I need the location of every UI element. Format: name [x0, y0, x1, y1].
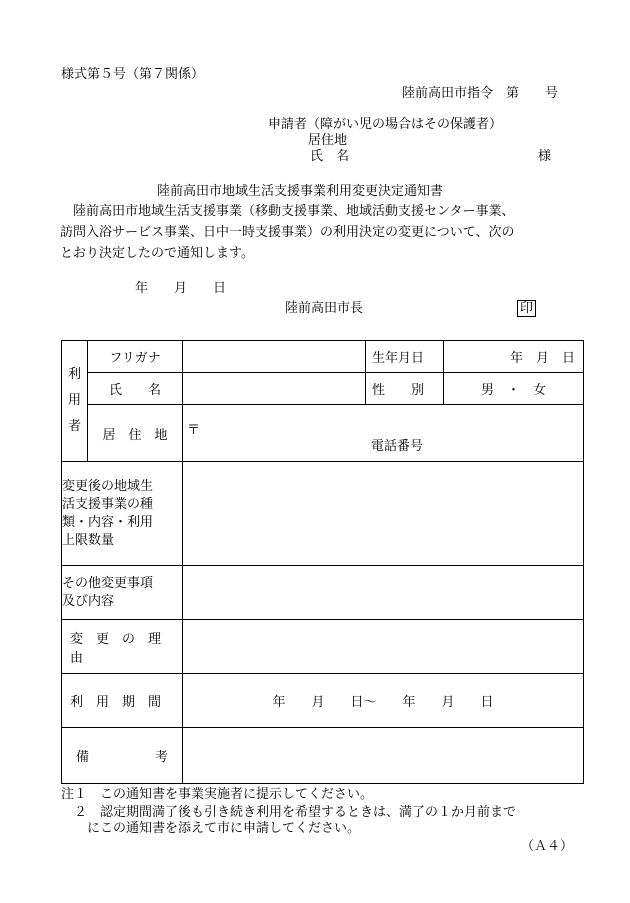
info-table	[61, 340, 584, 784]
address-field[interactable]	[183, 405, 584, 462]
sex-label: 性 別	[366, 373, 444, 405]
applicant-name-label: 氏 名	[310, 149, 350, 164]
user-label-char: 用	[67, 393, 81, 408]
name-field[interactable]	[183, 373, 366, 405]
note-2-line-1: ２ 認定期間満了後も引き続き利用を希望するときは、満了の１か月前まで	[61, 805, 517, 820]
document-number: 陸前高田市指令 第 号	[402, 86, 559, 101]
phone-label: 電話番号	[371, 439, 424, 454]
remarks-char: 備	[76, 750, 90, 765]
body-line: 訪問入浴サービス事業、日中一時支援事業）の利用決定の変更について、次の	[60, 225, 515, 240]
body-paragraph	[60, 201, 580, 264]
seal-mark	[517, 300, 536, 317]
name-label: 氏 名	[88, 373, 183, 405]
user-label-char: 者	[67, 419, 81, 434]
changed-service-field[interactable]	[183, 462, 584, 566]
applicant-label: 申請者（障がい児の場合はその保護者）	[268, 117, 503, 132]
label-line: 上限数量	[62, 532, 115, 548]
birthdate-label: 生年月日	[366, 341, 444, 373]
note-1: 注１ この通知書を事業実施者に提示してください。	[61, 787, 374, 802]
period-field[interactable]: 年 月 日～ 年 月 日	[183, 674, 584, 728]
furigana-label: フリガナ	[88, 341, 183, 373]
label-line: 及び内容	[62, 593, 115, 609]
period-label: 利 用 期 間	[62, 674, 183, 728]
postal-mark-icon: 〒	[187, 423, 201, 438]
remarks-char: 考	[154, 750, 168, 765]
mayor-title: 陸前高田市長	[285, 301, 364, 316]
label-line: その他変更事項	[62, 575, 154, 591]
other-changes-label	[62, 566, 183, 620]
paper-size: （Ａ４）	[521, 839, 574, 854]
document-title: 陸前高田市地域生活支援事業利用変更決定通知書	[157, 184, 444, 199]
user-label-char: 利	[67, 367, 81, 382]
reason-label: 変 更 の 理 由	[62, 620, 183, 674]
applicant-address-label: 居住地	[308, 133, 348, 148]
honorific: 様	[538, 149, 552, 164]
other-changes-field[interactable]	[183, 566, 584, 620]
body-line: とおり決定したので通知します。	[60, 246, 254, 261]
remarks-field[interactable]	[183, 728, 584, 784]
changed-service-label	[62, 462, 183, 566]
remarks-label	[62, 728, 183, 784]
furigana-field[interactable]	[183, 341, 366, 373]
birthdate-field[interactable]: 年 月 日	[444, 341, 584, 373]
reason-field[interactable]	[183, 620, 584, 674]
label-line: 類・内容・利用	[62, 514, 154, 530]
label-line: 活支援事業の種	[62, 496, 154, 512]
seal-icon: 印	[517, 300, 536, 317]
body-line: 陸前高田市地域生活支援事業（移動支援事業、地域活動支援センター事業、	[60, 204, 515, 219]
issue-date: 年 月 日	[135, 281, 227, 296]
form-number: 様式第５号（第７関係）	[61, 67, 205, 82]
label-line: 変更後の地域生	[62, 478, 154, 494]
address-label: 居 住 地	[88, 405, 183, 462]
user-section-label	[62, 341, 88, 462]
sex-field[interactable]: 男 ・ 女	[444, 373, 584, 405]
note-2-line-2: にこの通知書を添えて市に申請してください。	[61, 821, 361, 836]
